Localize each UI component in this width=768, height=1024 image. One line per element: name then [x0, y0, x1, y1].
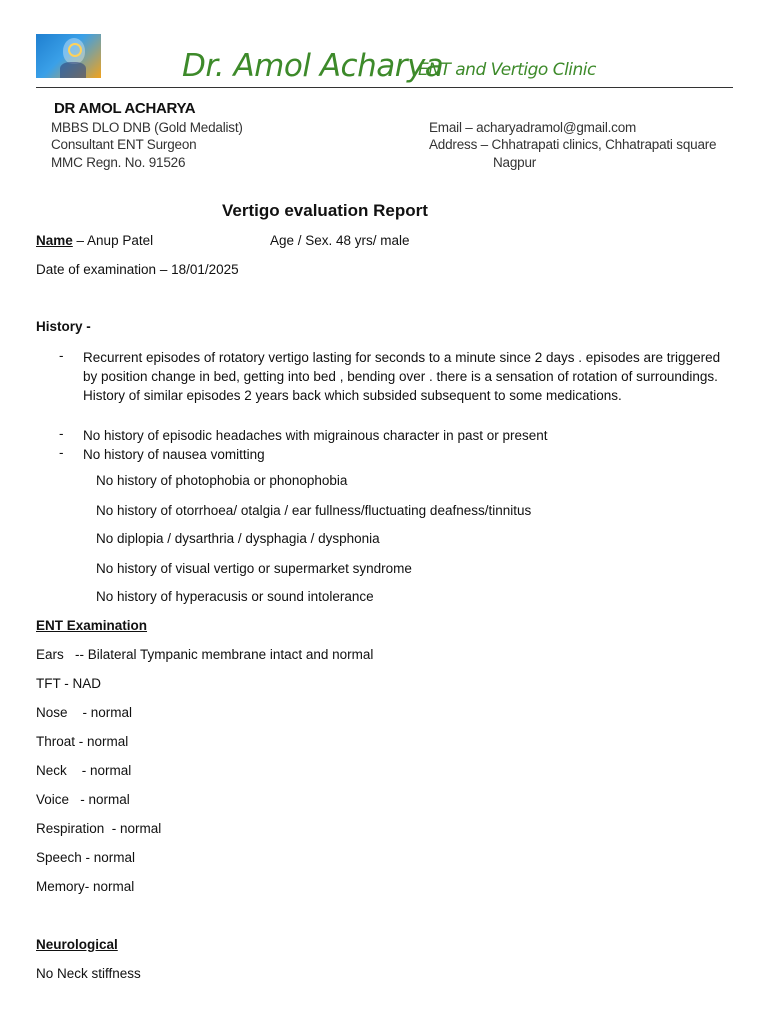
- exam-date: Date of examination – 18/01/2025: [36, 262, 239, 277]
- neuro-line: No Neck stiffness: [36, 966, 141, 981]
- ent-exam-line: Ears -- Bilateral Tympanic membrane intact and normal: [36, 647, 374, 662]
- clinic-name: Dr. Amol Acharya: [182, 48, 444, 84]
- doctor-address-line1: Address – Chhatrapati clinics, Chhatrapati square: [429, 137, 717, 152]
- ent-exam-line: Memory- normal: [36, 879, 135, 894]
- ent-exam-line: Neck - normal: [36, 763, 132, 778]
- patient-name-value: – Anup Patel: [72, 233, 154, 248]
- clinic-logo-icon: [36, 34, 101, 78]
- bullet-dash: -: [59, 445, 64, 460]
- ent-exam-line: Voice - normal: [36, 792, 130, 807]
- doctor-qualifications: MBBS DLO DNB (Gold Medalist): [51, 120, 243, 135]
- ent-exam-line: Throat - normal: [36, 734, 129, 749]
- neuro-heading: Neurological: [36, 937, 118, 952]
- history-note: No diplopia / dysarthria / dysphagia / dysphonia: [96, 531, 380, 546]
- history-note: No history of visual vertigo or supermarket syndrome: [96, 561, 412, 576]
- ent-exam-line: TFT - NAD: [36, 676, 101, 691]
- history-heading: History -: [36, 319, 91, 334]
- history-bullet: No history of episodic headaches with migrainous character in past or present: [83, 428, 548, 443]
- patient-age-sex: Age / Sex. 48 yrs/ male: [270, 233, 410, 248]
- ent-exam-line: Nose - normal: [36, 705, 133, 720]
- patient-name-label: Name: [36, 233, 73, 248]
- doctor-registration: MMC Regn. No. 91526: [51, 155, 186, 170]
- ent-exam-heading: ENT Examination: [36, 618, 148, 633]
- history-note: No history of hyperacusis or sound intolerance: [96, 589, 374, 604]
- history-bullet: Recurrent episodes of rotatory vertigo lasting for seconds to a minute since 2 days . episodes are triggered by position change in bed, getting into bed , bending over . there is a sensation of rotation of surroundings. History of similar episodes 2 years back which subsided subsequent to some medications.: [83, 350, 721, 403]
- clinic-subtitle: ENT and Vertigo Clinic: [418, 60, 596, 80]
- history-note: No history of otorrhoea/ otalgia / ear fullness/fluctuating deafness/tinnitus: [96, 503, 532, 518]
- doctor-name: DR AMOL ACHARYA: [54, 100, 196, 117]
- history-note: No history of photophobia or phonophobia: [96, 473, 348, 488]
- bullet-dash: -: [59, 426, 64, 441]
- patient-name-row: [36, 233, 153, 248]
- history-bullet: No history of nausea vomitting: [83, 447, 265, 462]
- doctor-role: Consultant ENT Surgeon: [51, 137, 197, 152]
- ent-exam-line: Speech - normal: [36, 850, 136, 865]
- ent-exam-line: Respiration - normal: [36, 821, 162, 836]
- bullet-dash: -: [59, 348, 64, 363]
- doctor-address-line2: Nagpur: [493, 155, 537, 170]
- header-divider: [36, 87, 733, 88]
- report-title: Vertigo evaluation Report: [222, 201, 428, 220]
- doctor-email: Email – acharyadramol@gmail.com: [429, 120, 637, 135]
